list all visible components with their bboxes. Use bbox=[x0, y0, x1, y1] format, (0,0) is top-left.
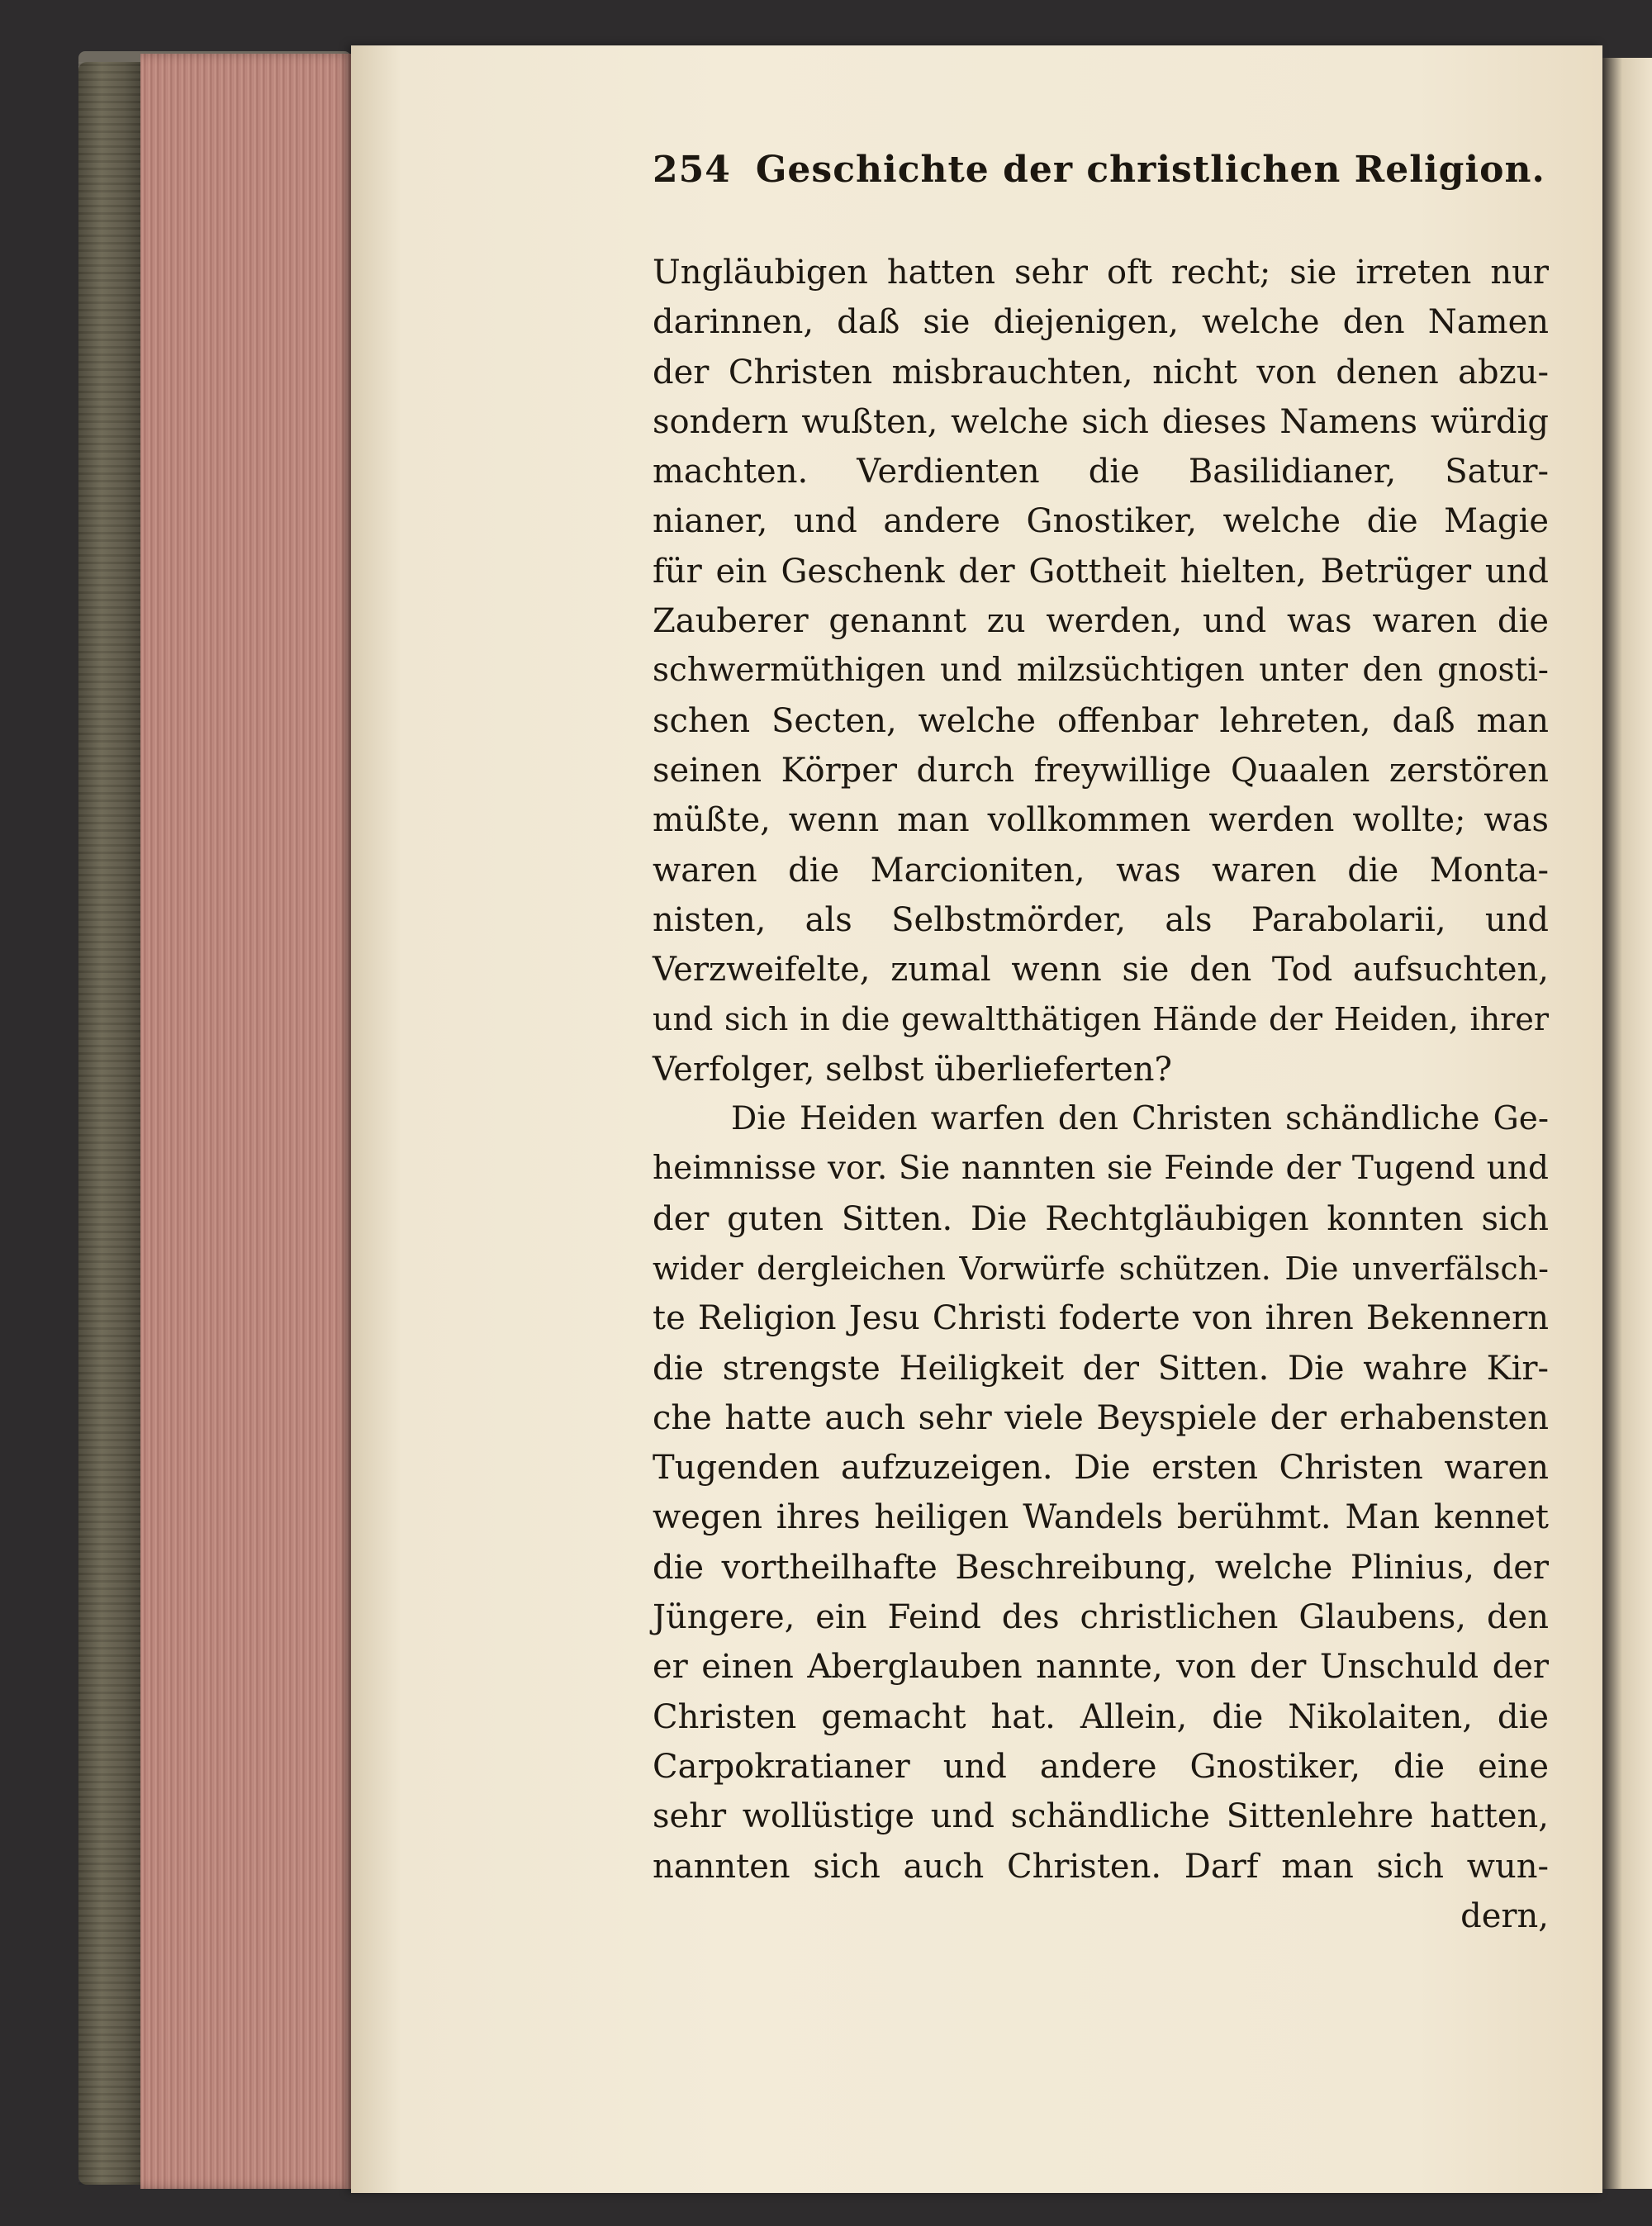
book-spine bbox=[78, 62, 145, 2185]
text-line: darinnen, daß sie diejenigen, welche den Namen bbox=[653, 303, 1549, 342]
text-line: nianer, und andere Gnostiker, welche die Magie bbox=[653, 502, 1549, 541]
text-line: sondern wußten, welche sich dieses Namens würdig bbox=[653, 402, 1549, 441]
text-line: nisten, als Selbstmörder, als Parabolarii, und bbox=[653, 900, 1549, 939]
text-line: die vortheilhafte Beschreibung, welche Plinius, der bbox=[653, 1548, 1549, 1587]
text-line: heimnisse vor. Sie nannten sie Feinde der Tugend und bbox=[653, 1150, 1549, 1188]
text-line: schen Secten, welche offenbar lehreten, daß man bbox=[653, 701, 1549, 740]
running-head-title: Geschichte der christlichen Religion. bbox=[755, 149, 1545, 191]
text-line: er einen Aberglauben nannte, von der Unschuld der bbox=[653, 1648, 1549, 1687]
text-line: für ein Geschenk der Gottheit hielten, Betrüger und bbox=[653, 552, 1549, 591]
text-line: Verzweifelte, zumal wenn sie den Tod aufsuchten, bbox=[653, 951, 1549, 990]
text-line: und sich in die gewaltthätigen Hände der Heiden, ihrer bbox=[653, 1001, 1549, 1038]
running-header bbox=[653, 149, 1561, 191]
text-line: machten. Verdienten die Basilidianer, Satur- bbox=[653, 453, 1549, 491]
text-line: müßte, wenn man vollkommen werden wollte; was bbox=[653, 801, 1549, 840]
text-line: Verfolger, selbst überlieferten? bbox=[653, 1050, 1173, 1089]
text-line: sehr wollüstige und schändliche Sittenlehre hatten, bbox=[653, 1797, 1549, 1836]
facing-page-edge bbox=[1602, 58, 1652, 2189]
text-line: Ungläubigen hatten sehr oft recht; sie irreten nur bbox=[653, 254, 1549, 292]
page-number: 254 bbox=[653, 149, 731, 191]
text-line: Jüngere, ein Feind des christlichen Glaubens, den bbox=[653, 1598, 1549, 1637]
text-line: nannten sich auch Christen. Darf man sich wun- bbox=[653, 1847, 1549, 1886]
text-line: wegen ihres heiligen Wandels berühmt. Man kennet bbox=[653, 1498, 1549, 1537]
text-line: Christen gemacht hat. Allein, die Nikolaiten, die bbox=[653, 1697, 1549, 1736]
text-line: wider dergleichen Vorwürfe schützen. Die unverfälsch- bbox=[653, 1250, 1549, 1287]
text-line: che hatte auch sehr viele Beyspiele der erhabensten bbox=[653, 1398, 1549, 1437]
text-line: die strengste Heiligkeit der Sitten. Die wahre Kir- bbox=[653, 1349, 1549, 1388]
catchword: dern, bbox=[1460, 1896, 1549, 1935]
page-edges bbox=[140, 54, 355, 2189]
text-line: der guten Sitten. Die Rechtgläubigen konnten sich bbox=[653, 1199, 1549, 1238]
text-line: Zauberer genannt zu werden, und was waren die bbox=[653, 602, 1549, 641]
body-text bbox=[653, 248, 1549, 1941]
text-line: te Religion Jesu Christi foderte von ihren Bekennern bbox=[653, 1299, 1549, 1338]
text-line: Carpokratianer und andere Gnostiker, die eine bbox=[653, 1747, 1549, 1786]
text-line: waren die Marcioniten, was waren die Monta- bbox=[653, 851, 1549, 890]
text-line: Die Heiden warfen den Christen schändliche Ge- bbox=[731, 1100, 1549, 1138]
text-line: der Christen misbrauchten, nicht von denen abzu- bbox=[653, 353, 1549, 392]
text-line: Tugenden aufzuzeigen. Die ersten Christen waren bbox=[653, 1449, 1549, 1488]
text-line: schwermüthigen und milzsüchtigen unter den gnosti- bbox=[653, 652, 1549, 690]
text-line: seinen Körper durch freywillige Quaalen zerstören bbox=[653, 751, 1549, 790]
